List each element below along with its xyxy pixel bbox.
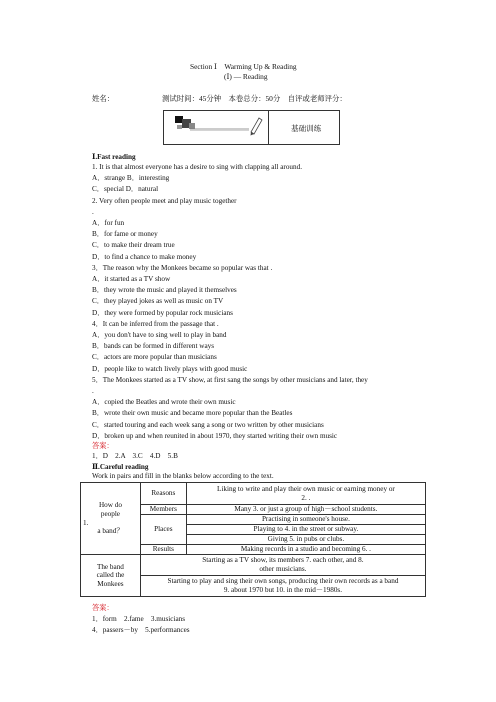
question-line: C．to make their dream true: [92, 241, 175, 250]
places-value-2: Playing to 4. in the street or subway.: [186, 525, 425, 535]
question-line: B．bands can be formed in different ways: [92, 342, 215, 351]
reasons-label: Reasons: [140, 483, 186, 505]
name-label: 姓名：: [92, 94, 115, 103]
question-line: D．to find a chance to make money: [92, 252, 197, 261]
results-label: Results: [140, 545, 186, 555]
question-line: A．strange B．interesting: [92, 174, 170, 183]
monkees-row-2: Starting to play and sing their own songs, producing their own records as a band 9. about 1970 but 10. in the mid－1980s.: [140, 576, 425, 597]
places-value-1: Practising in someone's house.: [186, 515, 425, 525]
question-line: B．for fame or money: [92, 230, 158, 239]
section-subtitle: (Ⅰ) — Reading: [224, 72, 268, 81]
question-line: A．for fun: [92, 219, 125, 227]
question-line: B．wrote their own music and became more popular than the Beatles: [92, 409, 293, 418]
question-line: A．you don't have to sing well to play in band: [92, 331, 227, 339]
fast-reading-heading: Ⅰ.Fast reading: [92, 153, 136, 161]
answers-part1: 1．D 2.A 3.C 4.D 5.B: [92, 452, 178, 460]
question-line: C．special D．natural: [92, 185, 159, 194]
banner-label: 基础训练: [291, 124, 322, 133]
places-value-3: Giving 5. in pubs or clubs.: [186, 535, 425, 545]
question-line: .: [92, 387, 94, 395]
question-line: 2. Very often people meet and play music together: [92, 196, 237, 205]
question-line: .: [92, 207, 94, 216]
question-line: D．people like to watch lively plays with good music: [92, 364, 248, 373]
members-label: Members: [140, 505, 186, 515]
pencil-logo-icon: [172, 113, 268, 142]
banner-divider: [268, 111, 269, 144]
section-title: Section Ⅰ Warming Up & Reading: [190, 62, 297, 71]
question-line: 4．It can be inferred from the passage that .: [92, 319, 219, 328]
answers-part2-line2: 4．passers－by 5.performances: [92, 626, 190, 634]
question-line: A．it started as a TV show: [92, 275, 171, 283]
monkees-row-1: Starting as a TV show, its members 7. each other, and 8. other musicians.: [140, 555, 425, 576]
question-line: C．actors are more popular than musicians: [92, 353, 217, 362]
question-line: D．broken up and when reunited in about 1970, they started writing their own music: [92, 431, 338, 440]
test-info: 测试时间：45分钟 本卷总分：50分 自评或老师评分：: [162, 94, 347, 103]
careful-reading-table: [80, 482, 426, 597]
question-line: A．copied the Beatles and wrote their own music: [92, 398, 236, 407]
question-line: D．they were formed by popular rock musicians: [92, 308, 233, 317]
question-line: C．started touring and each week sang a song or two written by other musicians: [92, 420, 324, 429]
question-line: C．they played jokes as well as music on TV: [92, 297, 224, 306]
band-monkees-cell: The band called the Monkees: [81, 555, 141, 597]
question-line: 1. It is that almost everyone has a desire to sing with clapping all around.: [92, 163, 302, 171]
results-value: Making records in a studio and becoming 6. .: [186, 545, 425, 555]
careful-reading-heading: Ⅱ.Careful reading: [92, 463, 149, 471]
careful-reading-instruction: Work in pairs and fill in the blanks below according to the text.: [92, 472, 274, 480]
reasons-value: Liking to write and play their own music or earning money or 2. .: [186, 483, 425, 505]
answer-label-1: 答案：: [92, 442, 114, 450]
question-line: 3．The reason why the Monkees became so popular was that .: [92, 263, 273, 272]
answers-part2-line1: 1．form 2.fame 3.musicians: [92, 615, 186, 623]
places-label: Places: [140, 515, 186, 545]
how-do-people-cell: How do people 1. a band？: [81, 483, 141, 555]
members-value: Many 3. or just a group of high－school students.: [186, 505, 425, 515]
question-line: B．they wrote the music and played it themselves: [92, 286, 237, 295]
answer-label-2: 答案：: [92, 604, 114, 612]
question-line: 5．The Monkees started as a TV show, at first sang the songs by other musicians and later, they: [92, 375, 368, 384]
